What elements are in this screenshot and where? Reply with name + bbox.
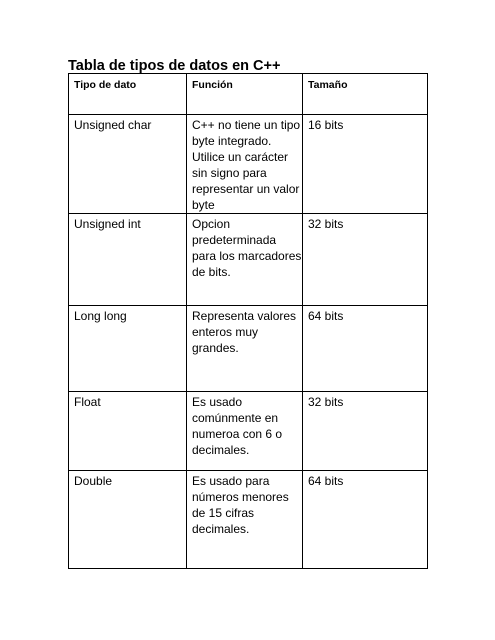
table-header-row (69, 74, 428, 115)
document-title: Tabla de tipos de datos en C++ (68, 58, 281, 74)
cell-tamano: 64 bits (303, 306, 428, 392)
cell-tamano: 32 bits (303, 214, 428, 306)
funcion-line: C++ no tiene un tipo (192, 118, 301, 132)
cell-tipo: Unsigned int (69, 214, 187, 306)
header-funcion: Función (187, 74, 303, 115)
table-row (69, 392, 428, 471)
funcion-line: sin signo para (192, 166, 267, 180)
header-tipo-de-dato: Tipo de dato (69, 74, 187, 115)
cell-tamano: 64 bits (303, 471, 428, 569)
funcion-line: Opcion (192, 217, 231, 231)
funcion-line: decimales. (192, 443, 250, 457)
cell-funcion (187, 392, 303, 471)
funcion-line: Representa valores (192, 309, 297, 323)
funcion-line: representar un valor (192, 182, 300, 196)
funcion-line: Es usado para (192, 474, 270, 488)
data-types-table (68, 73, 428, 569)
cell-tipo: Float (69, 392, 187, 471)
funcion-line: numeroa con 6 o (192, 427, 283, 441)
cell-tamano: 32 bits (303, 392, 428, 471)
funcion-line: enteros muy (192, 325, 259, 339)
cell-funcion (187, 306, 303, 392)
cell-funcion (187, 115, 303, 214)
funcion-line: grandes. (192, 341, 239, 355)
funcion-line: predeterminada (192, 233, 277, 247)
cell-funcion (187, 471, 303, 569)
cell-tamano: 16 bits (303, 115, 428, 214)
funcion-line: para los marcadores (192, 249, 302, 263)
funcion-line: Utilice un carácter (192, 150, 289, 164)
table-row (69, 471, 428, 569)
funcion-line: decimales. (192, 522, 250, 536)
cell-tipo: Double (69, 471, 187, 569)
cell-tipo: Unsigned char (69, 115, 187, 214)
funcion-line: Es usado (192, 395, 243, 409)
funcion-line: números menores (192, 490, 289, 504)
funcion-line: comúnmente en (192, 411, 279, 425)
table-row (69, 115, 428, 214)
cell-funcion (187, 214, 303, 306)
funcion-line: de bits. (192, 265, 231, 279)
cell-tipo: Long long (69, 306, 187, 392)
table-row (69, 214, 428, 306)
funcion-line: de 15 cifras (192, 506, 255, 520)
funcion-line: byte integrado. (192, 134, 272, 148)
funcion-line: byte (192, 198, 215, 212)
header-tamano: Tamaño (303, 74, 428, 115)
table-row (69, 306, 428, 392)
